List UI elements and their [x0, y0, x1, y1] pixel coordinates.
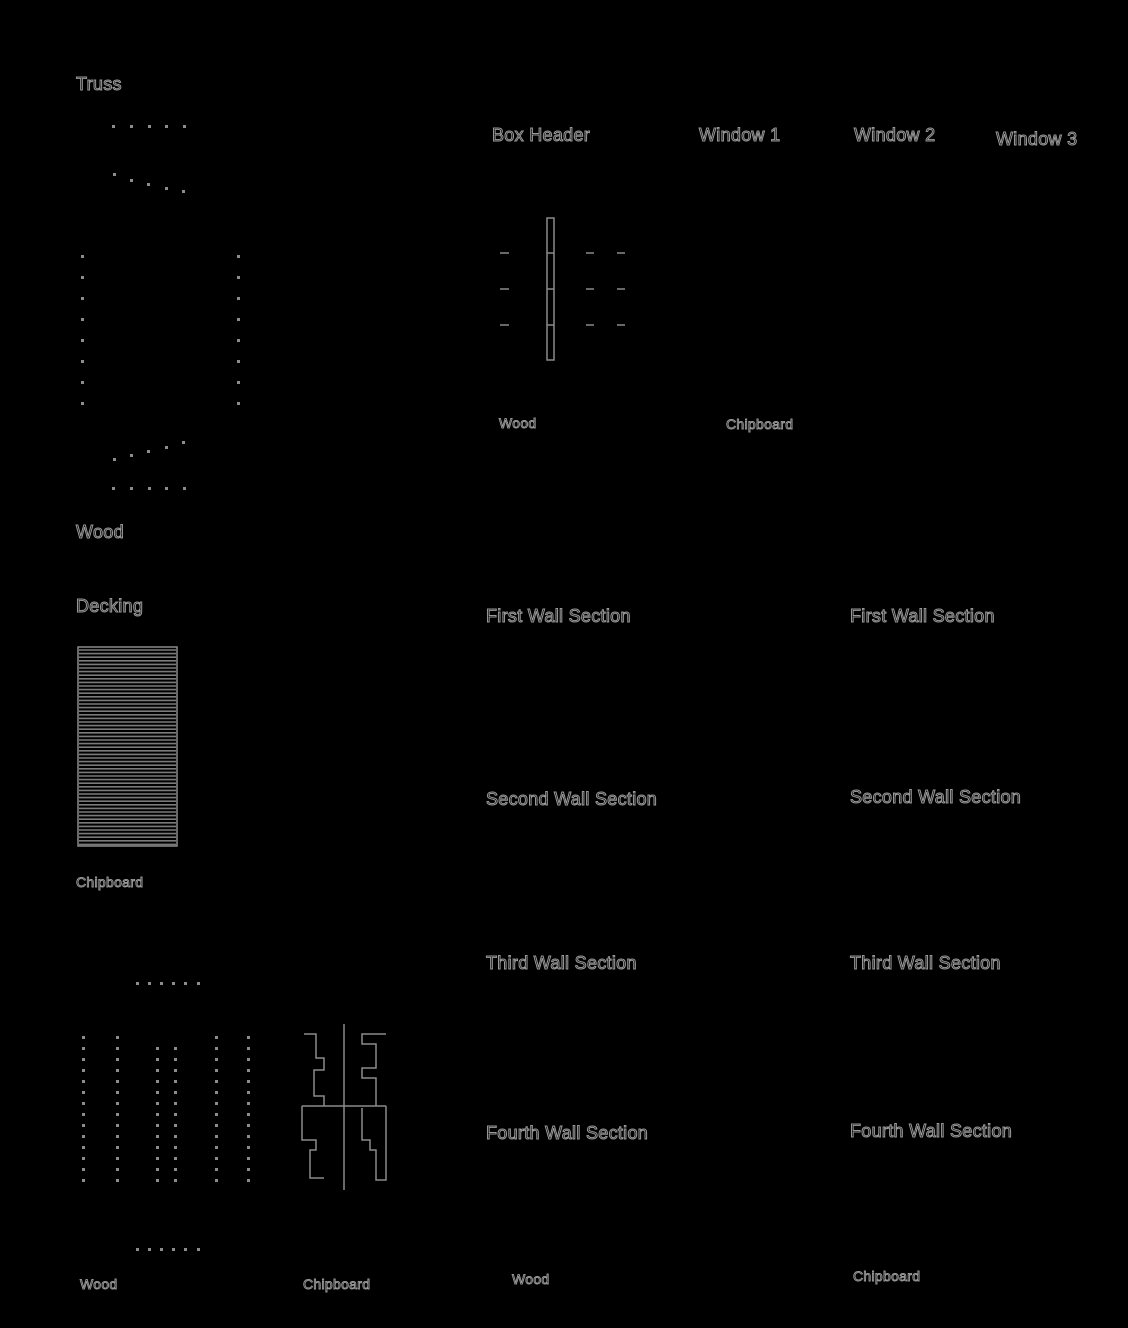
stud-dot — [247, 1124, 250, 1127]
stud-dot — [82, 1179, 85, 1182]
stud-dot — [82, 1091, 85, 1094]
stud-dot — [116, 1069, 119, 1072]
truss-top-chord-dot — [112, 125, 115, 128]
stud-dot — [116, 1135, 119, 1138]
stud-dot — [174, 1058, 177, 1061]
stud-dot — [215, 1157, 218, 1160]
sill-dot — [136, 1248, 139, 1251]
profile-left-lower — [302, 1106, 324, 1178]
chipboard-fourth-wall-section: Fourth Wall Section — [850, 1121, 1013, 1141]
stud-dot — [156, 1124, 159, 1127]
stud-dot — [247, 1113, 250, 1116]
sill-dot — [184, 1248, 187, 1251]
stud-dot — [116, 1179, 119, 1182]
stud-dot — [215, 1036, 218, 1039]
truss-left-member-dot — [81, 381, 84, 384]
truss-top-chord-dot — [183, 125, 186, 128]
truss-web-dot — [113, 458, 116, 461]
box-header-title: Box Header — [492, 125, 591, 145]
stud-dot — [215, 1080, 218, 1083]
header-dot — [148, 982, 151, 985]
stud-dot — [174, 1124, 177, 1127]
header-dot — [197, 982, 200, 985]
sill-dot — [197, 1248, 200, 1251]
profile-right-lower — [362, 1106, 386, 1180]
stud-dot — [156, 1135, 159, 1138]
profile-left-upper — [304, 1034, 324, 1106]
stud-dot — [174, 1146, 177, 1149]
stud-dot — [156, 1058, 159, 1061]
stud-dot — [215, 1047, 218, 1050]
box-header-wood-label: Wood — [499, 415, 537, 431]
sill-dot — [172, 1248, 175, 1251]
truss-left-member-dot — [81, 297, 84, 300]
chipboard-first-wall-section: First Wall Section — [850, 606, 995, 626]
truss-wood-label: Wood — [76, 522, 124, 542]
stud-dot — [156, 1146, 159, 1149]
stud-dot — [156, 1080, 159, 1083]
stud-dot — [247, 1102, 250, 1105]
stud-dot — [215, 1102, 218, 1105]
stud-dot — [247, 1179, 250, 1182]
stud-dot — [174, 1179, 177, 1182]
wall-wood-label: Wood — [512, 1271, 550, 1287]
window-1-title: Window 1 — [699, 125, 781, 145]
wood-first-wall-section: First Wall Section — [486, 606, 631, 626]
stud-dot — [82, 1036, 85, 1039]
wood-third-wall-section: Third Wall Section — [486, 953, 637, 973]
truss-left-member-dot — [81, 276, 84, 279]
truss-left-member-dot — [81, 360, 84, 363]
stud-dot — [247, 1058, 250, 1061]
stud-dot — [174, 1135, 177, 1138]
stud-dot — [247, 1036, 250, 1039]
chipboard-second-wall-section: Second Wall Section — [850, 787, 1022, 807]
truss-bottom-chord-dot — [183, 487, 186, 490]
stud-dot — [247, 1135, 250, 1138]
truss-top-chord-dot — [165, 125, 168, 128]
stud-dot — [215, 1168, 218, 1171]
truss-right-member-dot — [237, 255, 240, 258]
stud-dot — [116, 1168, 119, 1171]
stud-dot — [116, 1157, 119, 1160]
box-header-post — [547, 218, 554, 360]
truss-bottom-chord-dot — [165, 487, 168, 490]
truss-right-member-dot — [237, 339, 240, 342]
stud-dot — [156, 1113, 159, 1116]
stud-dot — [247, 1069, 250, 1072]
truss-right-member-dot — [237, 297, 240, 300]
truss-top-chord-dot — [148, 125, 151, 128]
stud-dot — [116, 1102, 119, 1105]
wall-chipboard-label: Chipboard — [853, 1268, 921, 1284]
window-3-title: Window 3 — [996, 129, 1078, 149]
stud-dot — [156, 1157, 159, 1160]
stud-dot — [156, 1047, 159, 1050]
stud-dot — [116, 1036, 119, 1039]
stud-dot — [215, 1058, 218, 1061]
wood-fourth-wall-section: Fourth Wall Section — [486, 1123, 649, 1143]
stud-dot — [215, 1113, 218, 1116]
sill-dot — [148, 1248, 151, 1251]
window-2-title: Window 2 — [854, 125, 936, 145]
header-dot — [184, 982, 187, 985]
truss-left-member-dot — [81, 318, 84, 321]
stud-dot — [82, 1113, 85, 1116]
stud-dot — [247, 1091, 250, 1094]
stud-dot — [174, 1113, 177, 1116]
box-header-chipboard-label: Chipboard — [726, 416, 794, 432]
truss-web-dot — [113, 173, 116, 176]
stud-dot — [82, 1069, 85, 1072]
truss-web-dot — [165, 446, 168, 449]
decking-chipboard-label: Chipboard — [76, 874, 144, 890]
decking-frame — [78, 647, 177, 846]
stud-dot — [82, 1157, 85, 1160]
stud-dot — [247, 1168, 250, 1171]
stud-dot — [215, 1146, 218, 1149]
stud-dot — [247, 1146, 250, 1149]
stud-dot — [82, 1080, 85, 1083]
truss-left-member-dot — [81, 255, 84, 258]
stud-dot — [156, 1102, 159, 1105]
truss-left-member-dot — [81, 402, 84, 405]
stud-dot — [215, 1179, 218, 1182]
stud-dot — [174, 1069, 177, 1072]
stud-dot — [156, 1179, 159, 1182]
stud-dot — [156, 1069, 159, 1072]
decking-boards — [78, 647, 177, 846]
truss-web-dot — [147, 450, 150, 453]
stud-dot — [82, 1124, 85, 1127]
truss-web-dot — [182, 441, 185, 444]
truss-right-member-dot — [237, 360, 240, 363]
header-dot — [136, 982, 139, 985]
truss-bottom-chord-dot — [148, 487, 151, 490]
stud-dot — [247, 1080, 250, 1083]
wood-second-wall-section: Second Wall Section — [486, 789, 658, 809]
stud-dot — [174, 1080, 177, 1083]
bottom-wood-label: Wood — [80, 1276, 118, 1292]
truss-web-dot — [182, 190, 185, 193]
stud-dot — [116, 1080, 119, 1083]
truss-title: Truss — [76, 74, 122, 94]
box-header-ticks — [500, 253, 625, 325]
stud-dot — [82, 1135, 85, 1138]
stud-dot — [116, 1113, 119, 1116]
stud-dot — [174, 1047, 177, 1050]
stud-dot — [174, 1102, 177, 1105]
stud-dot — [247, 1157, 250, 1160]
stud-dot — [215, 1135, 218, 1138]
header-dot — [172, 982, 175, 985]
stud-dot — [247, 1047, 250, 1050]
stud-dot — [174, 1091, 177, 1094]
stud-dot — [82, 1146, 85, 1149]
stud-dot — [156, 1091, 159, 1094]
stud-dot — [215, 1091, 218, 1094]
stud-dot — [174, 1168, 177, 1171]
stud-dot — [116, 1047, 119, 1050]
stud-dot — [174, 1157, 177, 1160]
truss-right-member-dot — [237, 402, 240, 405]
stud-dot — [82, 1102, 85, 1105]
truss-right-member-dot — [237, 276, 240, 279]
stud-dot — [156, 1168, 159, 1171]
stud-dot — [116, 1058, 119, 1061]
truss-right-member-dot — [237, 318, 240, 321]
truss-top-chord-dot — [130, 125, 133, 128]
truss-web-dot — [147, 183, 150, 186]
sill-dot — [160, 1248, 163, 1251]
profile-right-upper — [362, 1034, 386, 1106]
truss-bottom-chord-dot — [112, 487, 115, 490]
stud-dot — [116, 1124, 119, 1127]
header-dot — [160, 982, 163, 985]
bottom-chipboard-label: Chipboard — [303, 1276, 371, 1292]
stud-dot — [82, 1047, 85, 1050]
decking-title: Decking — [76, 596, 144, 616]
truss-right-member-dot — [237, 381, 240, 384]
stud-dot — [215, 1124, 218, 1127]
stud-dot — [116, 1146, 119, 1149]
truss-web-dot — [130, 454, 133, 457]
stud-dot — [116, 1091, 119, 1094]
stud-dot — [82, 1058, 85, 1061]
stud-dot — [215, 1069, 218, 1072]
stud-dot — [82, 1168, 85, 1171]
chipboard-third-wall-section: Third Wall Section — [850, 953, 1001, 973]
truss-web-dot — [165, 187, 168, 190]
truss-web-dot — [130, 179, 133, 182]
truss-bottom-chord-dot — [130, 487, 133, 490]
truss-left-member-dot — [81, 339, 84, 342]
